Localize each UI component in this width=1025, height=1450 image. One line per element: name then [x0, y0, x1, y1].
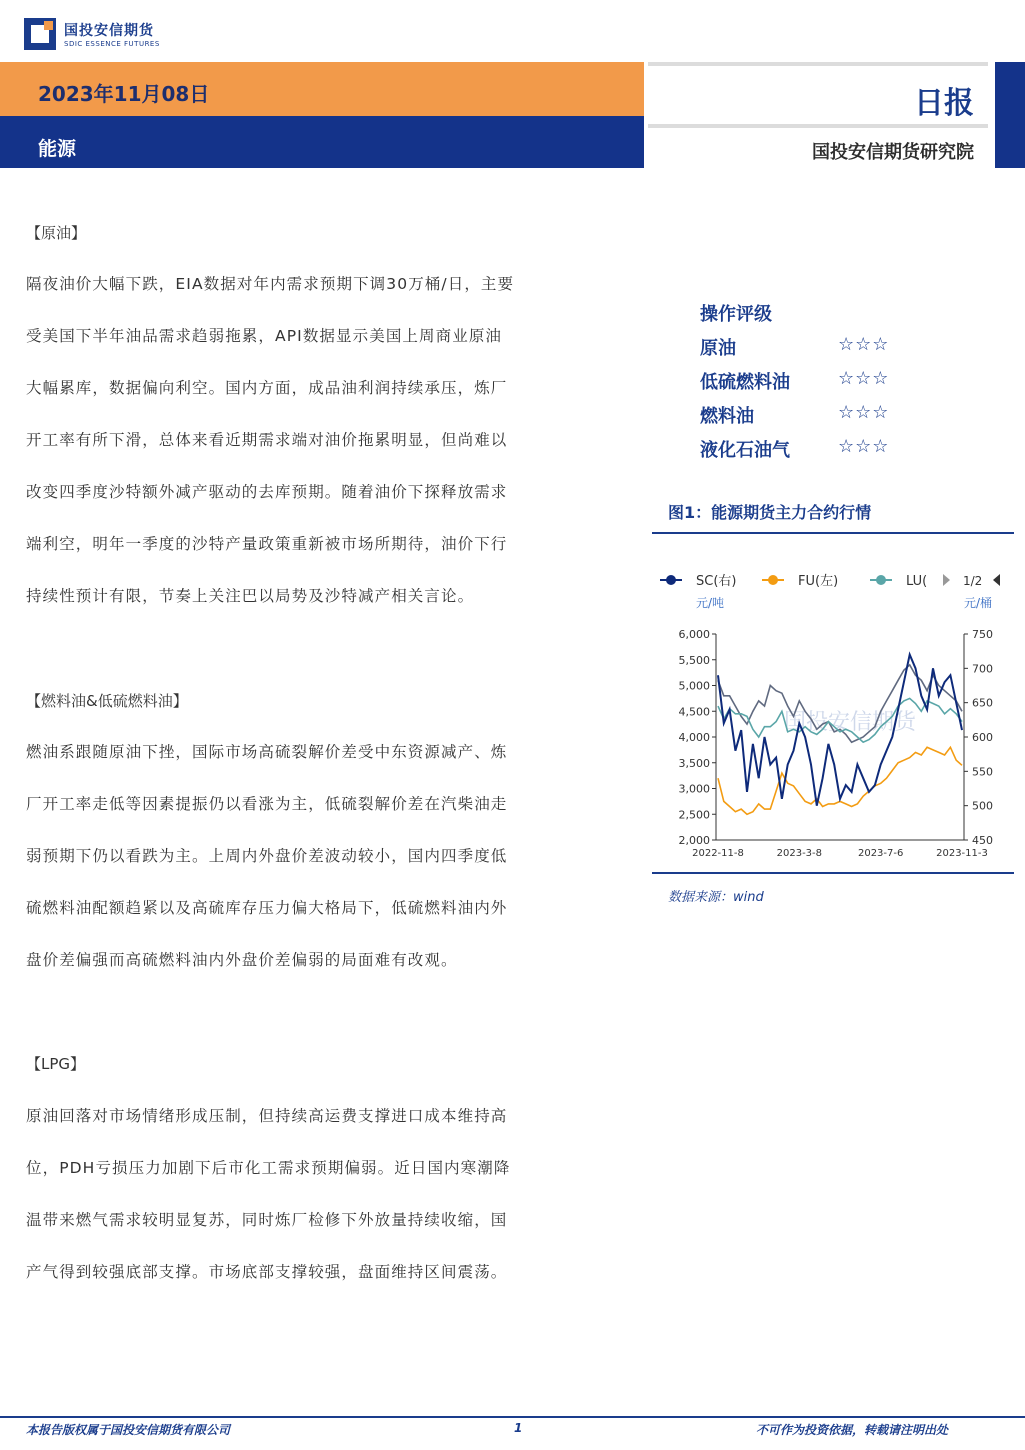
x-tick-label: 2023-7-6	[857, 848, 904, 859]
paragraph-line: 大幅累库，数据偏向利空。国内方面，成品油利润持续承压，炼厂	[26, 379, 508, 397]
legend-page: 1/2	[963, 574, 983, 588]
institute-name: 国投安信期货研究院	[812, 142, 974, 163]
left-tick-label: 4,500	[678, 705, 710, 719]
plot-area	[679, 628, 994, 859]
legend-label-sc: SC(右)	[696, 574, 737, 589]
footer-rule	[0, 1416, 1025, 1418]
left-tick-label: 6,000	[678, 628, 710, 641]
rating-row-lpg	[700, 436, 960, 470]
paragraph-line: 燃油系跟随原油下挫，国际市场高硫裂解价差受中东资源减产、炼	[26, 743, 508, 761]
chart-watermark: 国投安信期货	[783, 710, 917, 735]
section-lpg	[26, 1053, 616, 1074]
legend-marker-sc	[666, 575, 676, 585]
right-tick-label: 500	[972, 799, 993, 813]
header-rule-mid	[648, 124, 988, 128]
paragraph-line: 端利空，明年一季度的沙特产量政策重新被市场所期待，油价下行	[26, 535, 508, 553]
figure-source: 数据来源：wind	[668, 890, 764, 905]
left-tick-label: 3,500	[678, 756, 710, 770]
legend-next-icon[interactable]	[993, 574, 1000, 586]
paragraph-line: 原油回落对市场情绪形成压制，但持续高运费支撑进口成本维持高	[26, 1107, 508, 1125]
paragraph-line: 盘价差偏强而高硫燃料油内外盘价差偏弱的局面难有改观。	[26, 951, 458, 969]
paragraph-line: 硫燃料油配额趋紧以及高硫库存压力偏大格局下，低硫燃料油内外	[26, 899, 508, 917]
report-sector: 能源	[38, 138, 77, 160]
paragraph-line: 改变四季度沙特额外减产驱动的去库预期。随着油价下探释放需求	[26, 483, 508, 501]
paragraph-line: 位，PDH亏损压力加剧下后市化工需求预期偏弱。近日国内寒潮降	[26, 1159, 511, 1177]
section-heading: 【LPG】	[26, 1055, 86, 1073]
paragraph-line: 受美国下半年油品需求趋弱拖累，API数据显示美国上周商业原油	[26, 327, 503, 345]
energy-futures-chart	[652, 560, 1014, 870]
paragraph-line: 温带来燃气需求较明显复苏，同时炼厂检修下外放量持续收缩，国	[26, 1211, 508, 1229]
right-tick-label: 550	[972, 765, 993, 779]
right-tick-label: 700	[972, 662, 993, 676]
figure-rule-top	[652, 532, 1014, 534]
paragraph-line: 开工率有所下滑，总体来看近期需求端对油价拖累明显，但尚难以	[26, 431, 508, 449]
report-type: 日报	[914, 86, 974, 121]
legend-label-lu: LU(	[906, 574, 928, 589]
left-axis-unit: 元/吨	[696, 596, 725, 610]
sector-band	[0, 116, 644, 168]
paragraph-line: 隔夜油价大幅下跌，EIA数据对年内需求预期下调30万桶/日，主要	[26, 275, 515, 293]
company-logo	[24, 16, 184, 56]
x-tick-label: 2022-11-8	[692, 848, 744, 859]
logo-name-en: SDIC ESSENCE FUTURES	[64, 40, 160, 48]
left-tick-label: 2,000	[678, 834, 710, 847]
left-tick-label: 5,000	[678, 679, 710, 693]
legend-prev-icon[interactable]	[943, 574, 950, 586]
footer-copyright: 本报告版权属于国投安信期货有限公司	[26, 1423, 231, 1437]
left-tick-label: 3,000	[678, 782, 710, 796]
report-header-right	[648, 62, 988, 168]
x-tick-label: 2023-3-8	[776, 848, 823, 859]
legend-label-fu: FU(左)	[798, 574, 839, 589]
right-tick-label: 450	[972, 834, 993, 847]
right-tick-label: 750	[972, 628, 993, 641]
header-rule-top	[648, 62, 988, 66]
paragraph-line: 厂开工率走低等因素提振仍以看涨为主，低硫裂解价差在汽柴油走	[26, 795, 508, 813]
rating-stars-icon: ☆☆☆	[838, 334, 890, 355]
rating-row-fuel	[700, 402, 960, 436]
paragraph-line: 产气得到较强底部支撑。市场底部支撑较强，盘面维持区间震荡。	[26, 1263, 508, 1281]
logo-name-cn: 国投安信期货	[64, 23, 154, 39]
rating-name: 原油	[700, 338, 736, 359]
rating-row-lsfo	[700, 368, 960, 402]
section-heading: 【燃料油&低硫燃料油】	[26, 692, 188, 710]
section-fuel-oil-body	[26, 726, 616, 986]
figure-title: 图1：能源期货主力合约行情	[668, 503, 872, 522]
paragraph-line: 持续性预计有限，节奏上关注巴以局势及沙特减产相关言论。	[26, 587, 475, 605]
left-tick-label: 2,500	[678, 808, 710, 822]
left-tick-label: 4,000	[678, 731, 710, 744]
right-axis-unit: 元/桶	[964, 596, 993, 610]
figure-rule-bottom	[652, 872, 1014, 874]
rating-stars-icon: ☆☆☆	[838, 436, 890, 457]
legend-marker-fu	[768, 575, 778, 585]
left-tick-label: 5,500	[678, 653, 710, 667]
rating-name: 液化石油气	[700, 440, 790, 461]
section-fuel-oil	[26, 690, 616, 711]
rating-stars-icon: ☆☆☆	[838, 368, 890, 389]
logo-mark-icon	[24, 18, 56, 50]
rating-row-crude	[700, 334, 960, 368]
report-date: 2023年11月08日	[38, 82, 210, 106]
rating-stars-icon: ☆☆☆	[838, 402, 890, 423]
rating-name: 低硫燃料油	[700, 372, 790, 393]
section-crude-oil-body	[26, 258, 616, 622]
section-crude-oil	[26, 222, 616, 243]
rating-panel	[700, 300, 960, 470]
header-side-bar	[995, 62, 1025, 168]
chart-legend	[660, 574, 1000, 589]
x-tick-label: 2023-11-3	[936, 848, 988, 859]
right-tick-label: 600	[972, 731, 993, 744]
footer-disclaimer: 不可作为投资依据，转载请注明出处	[756, 1423, 949, 1437]
legend-marker-lu	[876, 575, 886, 585]
paragraph-line: 弱预期下仍以看跌为主。上周内外盘价差波动较小，国内四季度低	[26, 847, 508, 865]
rating-name: 燃料油	[700, 406, 754, 427]
rating-title: 操作评级	[700, 304, 772, 325]
footer-page-number: 1	[514, 1421, 523, 1435]
right-tick-label: 650	[972, 696, 993, 710]
section-lpg-body	[26, 1090, 616, 1298]
section-heading: 【原油】	[26, 224, 87, 242]
